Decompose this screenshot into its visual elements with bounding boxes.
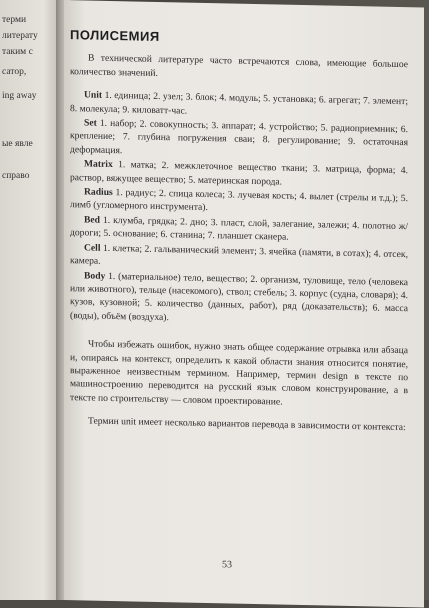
- previous-page: [0, 0, 62, 600]
- term-definitions: 1. матка; 2. межклеточное вещество ткани; 3. матрица, форма; 4. раствор, вяжущее вещество; 5. материнская порода.: [70, 159, 408, 188]
- term-entry: [70, 116, 408, 163]
- term-definitions: 1. клетка; 2. гальванический элемент; 3. ячейка (памяти, в сотах); 4. отсек, камера.: [70, 242, 408, 267]
- page-content: [70, 26, 408, 435]
- term-definitions: 1. набор; 2. совокупность; 3. аппарат; 4. устройство; 5. радиоприемник; 6. крепление; 7. глубина погружения сваи; 8. регулирование; 9. остаточная деформация.: [70, 117, 408, 157]
- prev-page-fragment: справо: [2, 171, 30, 181]
- prev-page-fragment: таким с: [2, 47, 33, 57]
- term-word: Set: [84, 117, 97, 129]
- term-definitions: 1. радиус; 2. спица колеса; 3. лучевая кость; 4. вылет (стрелы и т.д.); 5. лимб (угломерного инструмента).: [70, 187, 408, 214]
- intro-paragraph: В технической литературе часто встречаются слова, имеющие большое количество значений.: [70, 52, 408, 79]
- prev-page-fragment: терми: [2, 15, 27, 25]
- prev-page-fragment: литерату: [2, 31, 38, 41]
- prev-page-fragment: ые явле: [2, 139, 33, 149]
- term-definitions: 1. клумба, грядка; 2. дно; 3. пласт, слой, залегание, залежи; 4. полотно ж/дороги; 5. основание; 6. станина; 7. планшет сканера.: [70, 214, 408, 243]
- term-word: Unit: [84, 89, 103, 102]
- term-word: Matrix: [84, 158, 113, 171]
- page-number: 53: [222, 559, 232, 571]
- book-page: [64, 0, 424, 608]
- term-word: Bed: [84, 214, 100, 226]
- term-word: Radius: [84, 186, 113, 199]
- page-heading: ПОЛИСЕМИЯ: [70, 27, 160, 45]
- term-word: Body: [84, 269, 106, 282]
- term-entry: [70, 269, 408, 330]
- term-word: Cell: [84, 242, 101, 254]
- term-definitions: 1. единица; 2. узел; 3. блок; 4. модуль; 5. установка; 6. агрегат; 7. элемент; 8. молекула; 9. киловатт-час.: [70, 90, 408, 117]
- unit-paragraph: Термин unit имеет несколько вариантов перевода в зависимости от контекста:: [88, 415, 406, 434]
- prev-page-fragment: ing away: [2, 91, 37, 101]
- term-definitions: 1. (материальное) тело, вещество; 2. организм, туловище, тело (человека или животного), тельце (насекомого), ствол; стебель; 3. корпус (судна, словаря); 4. кузов, кузовной; 5. количество (данных, работ), ряд (доказательств); 6. масса (воды), объём (воздуха).: [70, 270, 408, 323]
- prev-page-fragment: сатор,: [2, 67, 27, 77]
- context-paragraph: Чтобы избежать ошибок, нужно знать общее содержание отрывка или абзаца и, опираясь на контекст, определить к какой области знания относится понятие, выраженное неизвестным термином. Например, термин design в тексте по машиностроению переводится на русский язык словом конструирование, а в тексте по строительству — словом проектирование.: [70, 338, 408, 408]
